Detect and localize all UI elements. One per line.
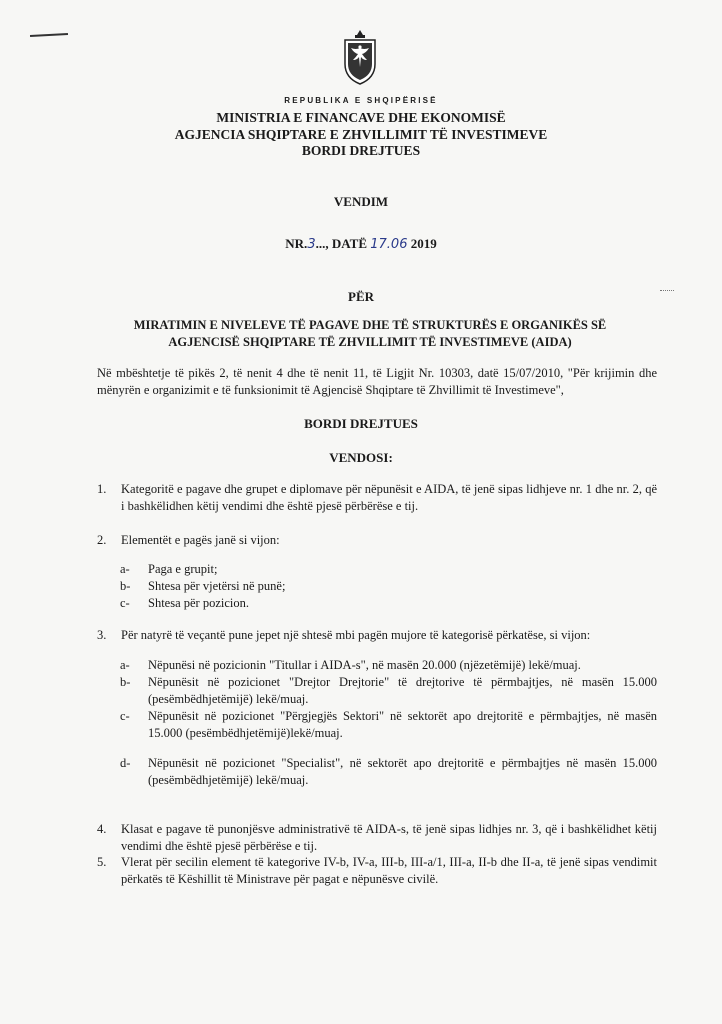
handwritten-date: 17.06 [370,237,408,252]
item-number: 1. [97,482,107,496]
sub-letter: a- [120,658,130,672]
sub-item [120,755,657,789]
board-heading-secondary: BORDI DREJTUES [304,416,418,431]
sub-letter: a- [120,562,130,576]
list-item [97,532,657,549]
item-number: 4. [97,822,107,836]
sub-text: Shtesa për vjetërsi në punë; [148,579,286,593]
sub-item [120,657,657,674]
republic-heading: REPUBLIKA E SHQIPËRISË [284,96,438,105]
per-heading: PËR [348,289,374,304]
list-item [97,627,657,644]
item-text: Vlerat për secilin element të kategorive IV-b, IV-a, III-b, III-a/1, III-a, II-b dhe II-a, të jenë sipas vendimit përkatës të Këshillit të Ministrave për pagat e nëpunësve civilë. [121,855,657,886]
item-text: Për natyrë të veçantë pune jepet një shtesë mbi pagën mujore të kategorisë përkatëse, si vijon: [121,628,591,642]
intro-paragraph: Në mbështetje të pikës 2, të nenit 4 dhe të nenit 11, të Ligjit Nr. 10303, datë 15/07/2010, "Për krijimin dhe mënyrën e organizimit e të funksionimit të Agjencisë Shqiptare të Zhvillimit të Investimeve", [97,366,657,397]
decision-title: MIRATIMIN E NIVELEVE TË PAGAVE DHE TË STRUKTURËS E ORGANIKËS SË AGJENCISË SHQIPTARE TË ZHVILLIMIT TË INVESTIMEVE (AIDA) [133,318,607,349]
sub-text: Nëpunësi në pozicionin "Titullar i AIDA-s", në masën 20.000 (njëzetëmijë) lekë/muaj. [148,658,581,672]
scan-speck [660,290,674,294]
list-item [97,821,657,855]
item-text: Kategoritë e pagave dhe grupet e diplomave për nëpunësit e AIDA, të jenë sipas lidhjeve nr. 1 dhe nr. 2, që i bashkëlidhen këtij vendimi dhe është pjesë përbërëse e tij. [121,482,657,513]
sub-text: Shtesa për pozicion. [148,596,250,610]
sub-letter: b- [120,675,131,689]
item-text: Klasat e pagave të punonjësve administrativë të AIDA-s, të jenë sipas lidhjes nr. 3, që i bashkëlidhet këtij vendimi dhe është pjesë përbërëse e tij. [121,822,657,853]
sub-text: Paga e grupit; [148,562,218,576]
item-number: 3. [97,628,107,642]
item-number: 5. [97,855,107,869]
decision-number-line [0,236,722,252]
agency-heading: AGJENCIA SHQIPTARE E ZHVILLIMIT TË INVESTIMEVE [174,127,548,142]
sub-item [120,561,640,578]
sub-letter: d- [120,756,131,770]
list-item [97,854,657,888]
year: 2019 [410,236,437,251]
sub-text: Nëpunësit në pozicionet "Drejtor Drejtorie" të drejtorive të përmbajtjes, në masën 15.000 (pesëmbëdhjetëmijë) lekë/muaj. [148,675,657,706]
scan-mark [30,33,68,37]
nr-prefix: NR. [285,236,308,251]
date-label: ..., DATË [315,236,367,251]
board-heading: BORDI DREJTUES [301,143,421,158]
ministry-heading: MINISTRIA E FINANCAVE DHE EKONOMISË [216,110,506,125]
vendosi-heading: VENDOSI: [329,450,393,465]
sub-text: Nëpunësit në pozicionet "Specialist", në sektorët apo drejtoritë e përmbajtjes në masën 15.000 (pesëmbëdhjetëmijë) lekë/muaj. [148,756,657,787]
handwritten-number: 3 [307,237,316,252]
sub-item [120,578,640,595]
sub-item [120,674,657,708]
sub-letter: b- [120,579,131,593]
sub-item [120,595,640,612]
sub-text: Nëpunësit në pozicionet "Përgjegjës Sektori" në sektorët apo drejtoritë e përmbajtjes, në masën 15.000 (pesëmbëdhjetëmijë)lekë/muaj. [148,709,657,740]
vendim-heading: VENDIM [333,194,389,209]
sub-letter: c- [120,709,130,723]
albania-coat-of-arms-icon [343,28,377,86]
list-item [97,481,657,515]
item-text: Elementët e pagës janë si vijon: [121,533,280,547]
sub-item [120,708,657,742]
sub-letter: c- [120,596,130,610]
item-number: 2. [97,533,107,547]
